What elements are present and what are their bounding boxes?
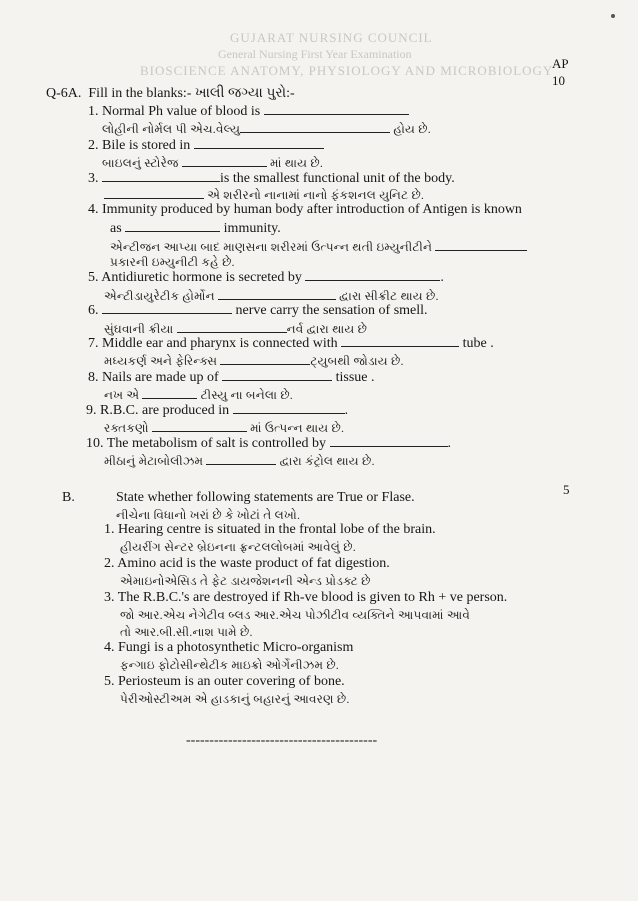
blank-item-4-line2: as immunity.	[110, 221, 281, 236]
answer-blank[interactable]	[233, 401, 345, 414]
answer-blank[interactable]	[152, 419, 247, 432]
statement-5: 5. Periosteum is an outer covering of bone.	[104, 674, 345, 689]
answer-blank[interactable]	[206, 452, 276, 465]
answer-blank[interactable]	[177, 320, 287, 333]
answer-blank[interactable]	[102, 169, 220, 182]
statement-2-guj: એમાઇનોએસિડ તે ફેટ ડાયજેશનની એન્ડ પ્રોડક્ટ છે	[120, 574, 371, 588]
answer-blank[interactable]	[104, 186, 204, 199]
answer-blank[interactable]	[218, 287, 336, 300]
paper-code: AP	[552, 56, 569, 71]
blank-item-7-guj: મધ્યકર્ણ અને ફેરિન્ક્સ ટ્યુબથી જોડાય છે.	[104, 354, 404, 368]
blank-item-6: 6. nerve carry the sensation of smell.	[88, 303, 428, 318]
blank-item-1: 1. Normal Ph value of blood is	[88, 102, 409, 120]
statement-3-guj-line2: તો આર.બી.સી.નાશ પામે છે.	[120, 625, 253, 639]
statement-1: 1. Hearing centre is situated in the frontal lobe of the brain.	[104, 522, 436, 537]
answer-blank[interactable]	[125, 219, 220, 232]
answer-blank[interactable]	[142, 386, 197, 399]
section-b-marks: 5	[563, 482, 570, 497]
blank-item-4-guj-line2: પ્રકારની ઇમ્યુનીટી કહે છે.	[110, 255, 235, 269]
statement-3: 3. The R.B.C.'s are destroyed if Rh-ve blood is given to Rh + ve person.	[104, 590, 508, 605]
section-b-instruction-guj: નીચેના વિધાનો ખરાં છે કે ખોટાં તે લખો.	[116, 508, 301, 522]
statement-5-guj: પેરીઓસ્ટીઅમ એ હાડકાનું બહારનું આવરણ છે.	[120, 692, 350, 706]
blank-item-9: 9. R.B.C. are produced in .	[86, 403, 349, 418]
section-b-instruction: State whether following statements are True or Flase.	[116, 490, 415, 505]
section-a-instruction: Fill in the blanks:- ખાલી જગ્યા પુરો:-	[88, 86, 295, 101]
blank-item-10: 10. The metabolism of salt is controlled by .	[86, 436, 452, 451]
answer-blank[interactable]	[182, 154, 267, 167]
header-exam: General Nursing First Year Examination	[218, 47, 412, 61]
answer-blank[interactable]	[240, 120, 390, 133]
blank-item-2-guj: બાઇલનું સ્ટોરેજ માં થાય છે.	[102, 156, 324, 170]
answer-blank[interactable]	[435, 238, 527, 251]
section-a-label: Q-6A.	[46, 86, 82, 101]
answer-blank[interactable]	[222, 368, 332, 381]
blank-item-8: 8. Nails are made up of tissue .	[88, 370, 375, 385]
answer-blank[interactable]	[305, 268, 440, 281]
corner-dot-icon	[611, 14, 615, 18]
blank-item-1-guj: લોહીની નોર્મલ પી એચ.વેલ્યુ હોય છે.	[102, 122, 431, 136]
blank-item-7: 7. Middle ear and pharynx is connected with tube .	[88, 336, 494, 351]
blank-item-8-guj: નખ એ ટીસ્યુ ના બનેલા છે.	[104, 388, 294, 402]
answer-blank[interactable]	[220, 352, 310, 365]
blank-item-3: 3. is the smallest functional unit of the body.	[88, 171, 455, 186]
statement-4: 4. Fungi is a photosynthetic Micro-organism	[104, 640, 354, 655]
header-subject: BIOSCIENCE ANATOMY, PHYSIOLOGY AND MICROBIOLOGY	[140, 63, 554, 78]
blank-item-6-guj: સુંઘવાની ક્રીયા નર્વ દ્વારા થાય છે	[104, 322, 368, 336]
blank-item-10-guj: મીઠાનું મેટાબોલીઝમ દ્વારા કંટ્રોલ થાય છે.	[104, 454, 375, 468]
statement-2: 2. Amino acid is the waste product of fat digestion.	[104, 556, 390, 571]
paper-code-number: 10	[552, 73, 565, 88]
section-b-label: B.	[62, 490, 75, 505]
answer-blank[interactable]	[341, 334, 459, 347]
blank-item-9-guj: રક્તકણો માં ઉત્પન્ન થાય છે.	[104, 421, 345, 435]
answer-blank[interactable]	[102, 301, 232, 314]
blank-item-5-guj: એન્ટીડાયુરેટીક હોર્મોન દ્વારા સીક્રીટ થાય છે.	[104, 289, 439, 303]
blank-item-5: 5. Antidiuretic hormone is secreted by .	[88, 270, 444, 285]
blank-item-2: 2. Bile is stored in	[88, 136, 324, 154]
statement-4-guj: ફન્ગાઇ ફોટોસીન્થેટીક માઇક્રો ઓર્ગેનીઝમ છે.	[120, 658, 339, 672]
answer-blank[interactable]	[194, 136, 324, 149]
blank-item-3-guj: એ શરીરનો નાનામાં નાનો ફંકશનલ યુનિટ છે.	[104, 186, 424, 203]
statement-3-guj: જો આર.એચ નેગેટીવ બ્લડ આર.એચ પોઝીટીવ વ્યક્તિને આપવામાં આવે	[120, 608, 471, 622]
answer-blank[interactable]	[264, 102, 409, 115]
blank-item-4: 4. Immunity produced by human body after introduction of Antigen is known	[88, 202, 522, 217]
statement-1-guj: હીયરીંગ સેન્ટર બ્રેઇનના ફ્રન્ટલલોબમાં આવેલું છે.	[120, 540, 356, 554]
end-of-paper-line: -----------------------------------------	[186, 733, 378, 748]
blank-item-4-guj: એન્ટીજન આપ્યા બાદ માણસના શરીરમાં ઉત્પન્ન થતી ઇમ્યુનીટીને	[110, 238, 527, 255]
section-a-heading	[46, 86, 295, 102]
answer-blank[interactable]	[330, 434, 448, 447]
header-council: GUJARAT NURSING COUNCIL	[230, 30, 433, 45]
